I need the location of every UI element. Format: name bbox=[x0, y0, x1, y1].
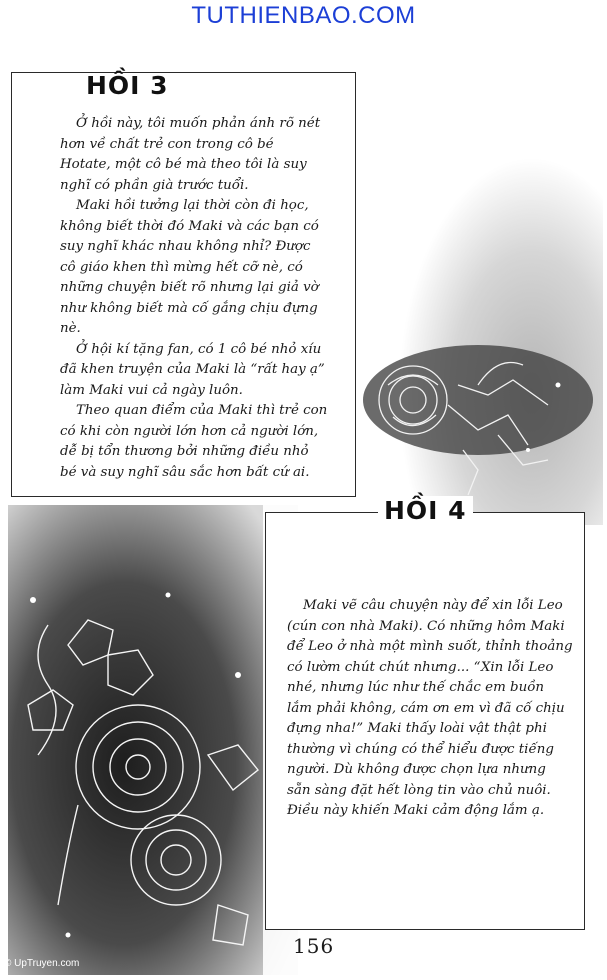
chapter-3-paragraph: Ở hồi này, tôi muốn phản ánh rõ nét hơn về chất trẻ con trong cô bé Hotate, một cô bé mà theo tôi là suy nghĩ có phần già trước tuổi. bbox=[60, 116, 321, 193]
chapter-3-paragraph: Maki hồi tưởng lại thời còn đi học, không biết thời đó Maki và các bạn có suy nghĩ khác nhau không nhỉ? Được cô giáo khen thì mừng hết cỡ nè, có những chuyện biết rõ nhưng lại giả vờ như không biết mà cố gắng chịu đựng nè. bbox=[60, 198, 319, 336]
rose-illustration-bottom bbox=[8, 505, 298, 975]
chapter-4-body bbox=[287, 596, 573, 822]
chapter-3-paragraph: Ở hội kí tặng fan, có 1 cô bé nhỏ xíu đã khen truyện của Maki là “rất hay ạ” làm Maki vui cả ngày luôn. bbox=[60, 341, 325, 398]
watermark: © UpTruyen.com bbox=[4, 958, 80, 969]
chapter-3-paragraph: Theo quan điểm của Maki thì trẻ con có khi còn người lớn hơn cả người lớn, dễ bị tổn thương bởi những điều nhỏ bé và suy nghĩ sâu sắc hơn bất cứ ai. bbox=[60, 403, 328, 480]
page-number: 156 bbox=[293, 934, 335, 958]
chapter-4-title: HỒI 4 bbox=[378, 496, 473, 525]
chapter-4-paragraph: Maki vẽ câu chuyện này để xin lỗi Leo (cún con nhà Maki). Có những hôm Maki để Leo ở nhà một mình suốt, thỉnh thoảng có lườm chút chút nhưng... “Xin lỗi Leo nhé, nhưng lúc như thế chắc em buồn lắm phải không, cám ơn em vì đã cố chịu đựng nha!” Maki thấy loài vật thật phi thường vì chúng có thể hiểu được tiếng người. Dù không được chọn lựa nhưng sẵn sàng đặt hết lòng tin vào chủ nuôi. Điều này khiến Maki cảm động lắm ạ. bbox=[287, 598, 573, 818]
chapter-3-body bbox=[60, 114, 328, 483]
chapter-3-title: HỒI 3 bbox=[86, 71, 169, 100]
site-header[interactable]: TUTHIENBAO.COM bbox=[191, 2, 416, 29]
